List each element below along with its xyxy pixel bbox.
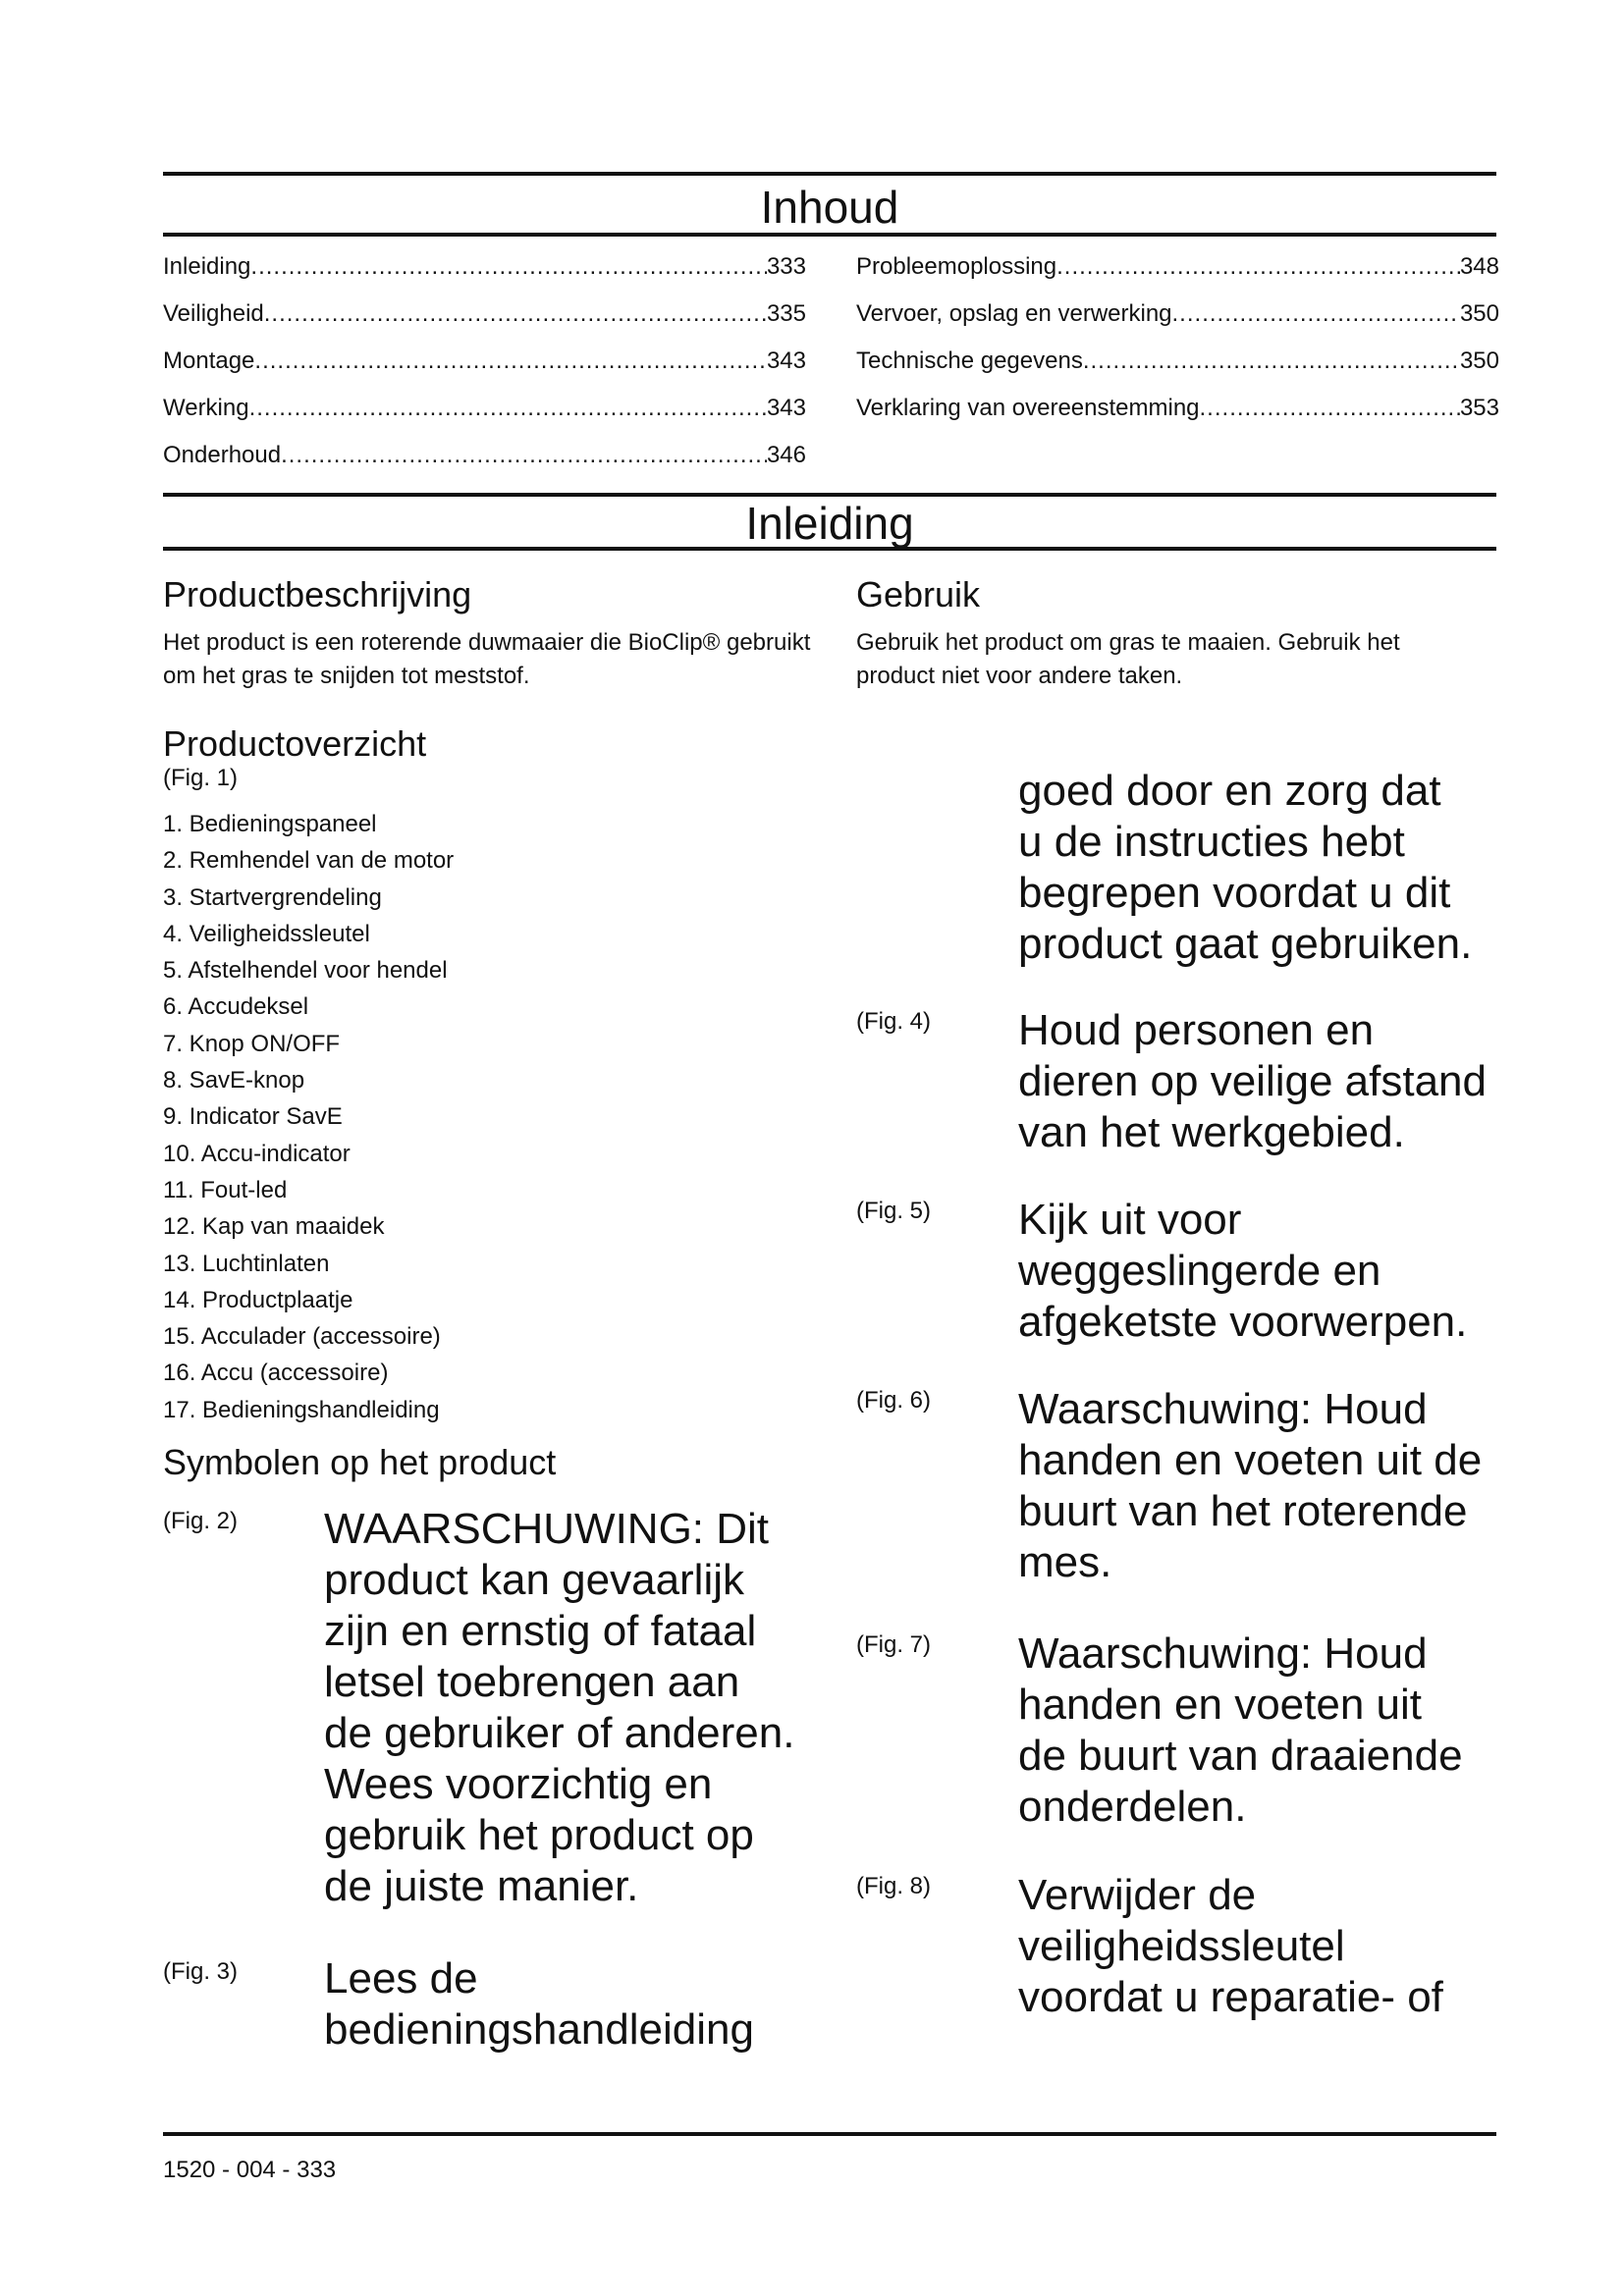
text-line: Waarschuwing: Houd [1018,1629,1428,1678]
symbols-heading: Symbolen op het product [163,1442,557,1482]
toc-entry[interactable] [856,243,1499,291]
toc-entry[interactable] [163,291,806,338]
list-item: 5. Afstelhendel voor hendel [163,957,448,985]
list-item: 10. Accu-indicator [163,1140,351,1167]
toc-entry-page: 343 [766,347,806,374]
fig-8-ref: (Fig. 8) [856,1873,932,1899]
text-line: goed door en zorg dat [1018,767,1441,815]
toc-entry-label: Probleemoplossing [856,253,1057,280]
fig-8-text [1018,1870,1443,2023]
text-line: handen en voeten uit [1018,1681,1423,1729]
toc-entry-label: Onderhoud [163,442,282,468]
fig-4-ref: (Fig. 4) [856,1008,932,1035]
text-line: product gaat gebruiken. [1018,920,1473,968]
text-line: handen en voeten uit de [1018,1436,1483,1484]
fig-3-text [324,1953,754,2056]
list-item: 6. Accudeksel [163,993,309,1021]
text-line: voordat u reparatie- of [1018,1973,1443,2021]
toc-entry-page: 343 [766,395,806,421]
text-line: zijn en ernstig of fataal [324,1607,757,1655]
list-item: 17. Bedieningshandleiding [163,1396,440,1423]
parts-list [163,806,454,1428]
text-line: Lees de [324,1954,478,2002]
toc-entry-page: 350 [1459,347,1499,374]
text-line: Kijk uit voor [1018,1196,1242,1244]
list-item: 13. Luchtinlaten [163,1250,330,1277]
fig-5-ref: (Fig. 5) [856,1198,932,1224]
text-line: letsel toebrengen aan [324,1658,740,1706]
text-line: product kan gevaarlijk [324,1556,745,1604]
text-line: begrepen voordat u dit [1018,869,1451,917]
list-item: 12. Kap van maaidek [163,1213,385,1241]
list-item: 1. Bedieningspaneel [163,811,377,837]
toc-entry[interactable] [856,338,1499,385]
text-line: de juiste manier. [324,1862,639,1910]
top-rule [163,172,1496,176]
toc-leader [1200,385,1460,432]
text-line: WAARSCHUWING: Dit [324,1505,770,1553]
toc-entry-label: Montage [163,347,255,374]
text-line: veiligheidssleutel [1018,1922,1345,1970]
contents-title: Inhoud [760,182,899,233]
fig-7-text [1018,1629,1463,1833]
fig-4-text [1018,1005,1487,1158]
toc-leader [1083,338,1460,385]
text-line: gebruik het product op [324,1811,754,1859]
toc-left-column [163,243,806,479]
overview-fig-ref: (Fig. 1) [163,765,239,791]
list-item: 8. SavE-knop [163,1067,305,1095]
toc-leader [254,338,767,385]
text-line: mes. [1018,1538,1112,1586]
text-line: buurt van het roterende [1018,1487,1468,1535]
list-item: 9. Indicator SavE [163,1103,343,1131]
toc-leader [1172,291,1460,338]
text-line: u de instructies hebt [1018,818,1405,866]
toc-entry[interactable] [163,338,806,385]
text-line: onderdelen. [1018,1783,1247,1831]
fig-2-ref: (Fig. 2) [163,1508,239,1534]
text-line: Waarschuwing: Houd [1018,1385,1428,1433]
list-item: 15. Acculader (accessoire) [163,1323,441,1351]
text-line: Houd personen en [1018,1006,1375,1054]
text-line: de gebruiker of anderen. [324,1709,795,1757]
fig-6-ref: (Fig. 6) [856,1387,932,1414]
product-description-heading: Productbeschrijving [163,574,472,614]
footer-rule [163,2132,1496,2136]
fig-3-ref: (Fig. 3) [163,1958,239,1985]
list-item: 7. Knop ON/OFF [163,1030,341,1057]
page-reference: 1520 - 004 - 333 [163,2157,337,2183]
fig-3-text-continued [1018,766,1472,970]
list-item: 3. Startvergrendeling [163,883,382,911]
text-line: Wees voorzichtig en [324,1760,713,1808]
text-line: de buurt van draaiende [1018,1732,1463,1780]
toc-right-column [856,243,1499,432]
toc-entry-label: Inleiding [163,253,251,280]
toc-leader [264,291,767,338]
list-item: 4. Veiligheidssleutel [163,920,370,947]
toc-entry-page: 335 [766,300,806,327]
toc-entry[interactable] [163,385,806,432]
contents-title-rule [163,233,1496,237]
toc-leader [1056,243,1460,291]
section-title: Inleiding [745,498,914,549]
product-description-text: Het product is een roterende duwmaaier die BioClip® gebruikt om het gras te snijden tot meststof. [163,629,811,689]
toc-entry[interactable] [163,432,806,479]
toc-entry[interactable] [856,291,1499,338]
toc-entry-label: Werking [163,395,249,421]
text-line: weggeslingerde en [1018,1247,1381,1295]
toc-entry[interactable] [856,385,1499,432]
toc-entry[interactable] [163,243,806,291]
toc-entry-label: Veiligheid [163,300,264,327]
fig-2-warning-text [324,1504,794,1912]
list-item: 2. Remhendel van de motor [163,847,455,875]
usage-text: Gebruik het product om gras te maaien. Gebruik het product niet voor andere taken. [856,629,1400,689]
fig-7-ref: (Fig. 7) [856,1631,932,1658]
list-item: 16. Accu (accessoire) [163,1360,389,1387]
toc-leader [249,385,767,432]
fig-6-text [1018,1384,1482,1588]
list-item: 14. Productplaatje [163,1286,353,1313]
text-line: bedieningshandleiding [324,2005,754,2054]
overview-heading: Productoverzicht [163,723,427,764]
usage-heading: Gebruik [856,574,981,614]
toc-entry-page: 350 [1459,300,1499,327]
text-line: dieren op veilige afstand [1018,1057,1487,1105]
toc-entry-page: 333 [766,253,806,280]
toc-entry-label: Vervoer, opslag en verwerking [856,300,1172,327]
text-line: Verwijder de [1018,1871,1257,1919]
toc-entry-label: Technische gegevens [856,347,1083,374]
toc-entry-label: Verklaring van overeenstemming [856,395,1200,421]
toc-entry-page: 348 [1459,253,1499,280]
text-line: afgeketste voorwerpen. [1018,1298,1468,1346]
text-line: van het werkgebied. [1018,1108,1405,1156]
toc-leader [250,243,767,291]
toc-leader [281,432,767,479]
fig-5-text [1018,1195,1467,1348]
list-item: 11. Fout-led [163,1176,288,1203]
section-title-rule [163,547,1496,551]
toc-entry-page: 346 [766,442,806,468]
toc-entry-page: 353 [1459,395,1499,421]
